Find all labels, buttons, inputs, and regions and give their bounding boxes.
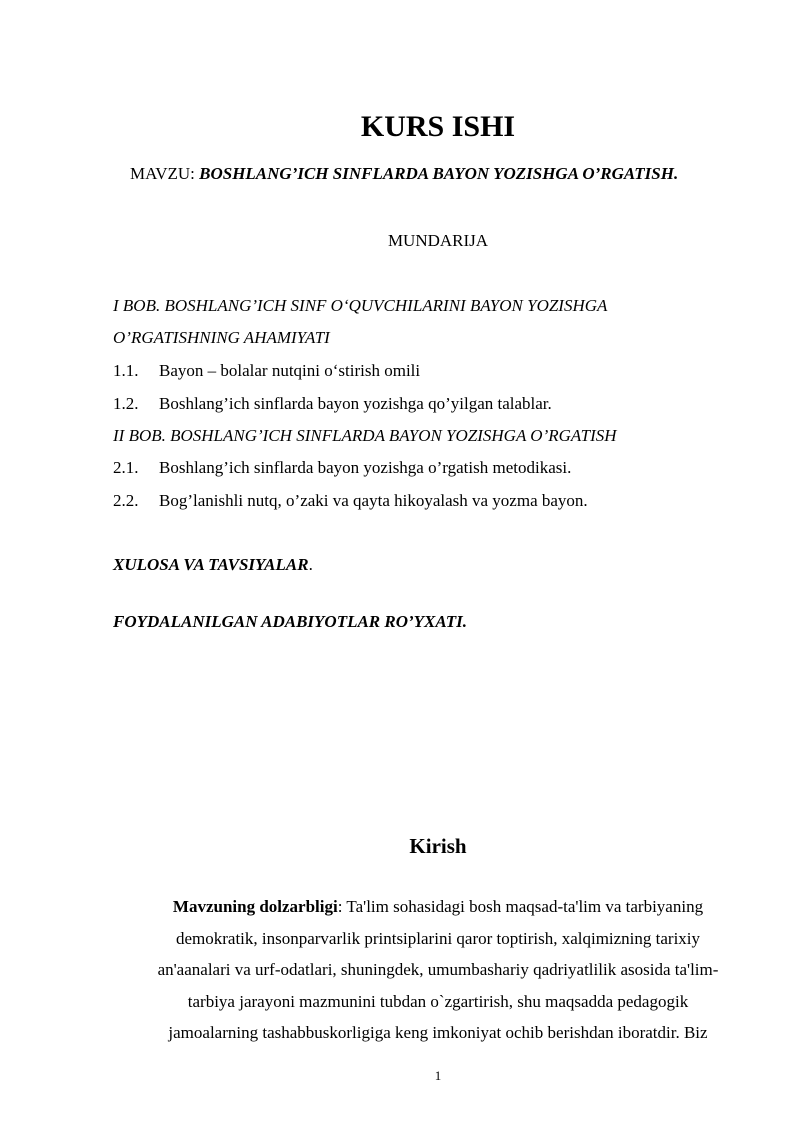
- intro-paragraph-line: tarbiya jarayoni mazmunini tubdan o`zgartirish, shu maqsadda pedagogik: [187, 991, 689, 1011]
- intro-line-text: Ta'lim sohasidagi bosh maqsad-ta'lim va tarbiyaning: [346, 897, 704, 916]
- topic-line: [130, 164, 678, 184]
- intro-lead: Mavzuning dolzarbligi: [172, 897, 338, 916]
- toc-item: [113, 491, 588, 511]
- intro-paragraph-line: jamoalarning tashabbuskorligiga keng imkoniyat ochib berishdan iboratdir. Biz: [168, 1023, 708, 1042]
- toc-item-number: 1.1.: [113, 361, 139, 380]
- intro-paragraph-line: [110, 891, 766, 923]
- toc-chapter-1-line-2: O’RGATISHNING AHAMIYATI: [113, 328, 330, 347]
- toc-item-number: 2.1.: [113, 458, 139, 477]
- contents-heading: MUNDARIJA: [387, 231, 489, 250]
- toc-item: [113, 361, 420, 381]
- intro-paragraph-line: demokratik, insonparvarlik printsiplarini qaror toptirish, xalqimizning tarixiy: [175, 928, 701, 948]
- intro-paragraph: [110, 891, 766, 1049]
- toc-conclusion-dot: .: [308, 555, 313, 574]
- intro-heading: Kirish: [409, 834, 467, 858]
- toc-conclusion: [113, 555, 313, 575]
- toc-item-number: 1.2.: [113, 394, 139, 413]
- document-title: KURS ISHI: [360, 110, 516, 143]
- topic-label: MAVZU:: [130, 164, 200, 183]
- toc-references: FOYDALANILGAN ADABIYOTLAR RO’YXATI.: [113, 612, 468, 631]
- toc-item: [113, 458, 571, 478]
- page-number: 1: [434, 1068, 442, 1083]
- toc-item-text: Boshlang’ich sinflarda bayon yozishga qo’yilgan talablar.: [159, 394, 552, 413]
- toc-conclusion-text: XULOSA VA TAVSIYALAR: [113, 555, 309, 574]
- toc-item-number: 2.2.: [113, 491, 139, 510]
- topic-value: BOSHLANG’ICH SINFLARDA BAYON YOZISHGA O’RGATISH.: [199, 164, 679, 183]
- intro-lead-colon: :: [337, 897, 347, 916]
- toc-item-text: Boshlang’ich sinflarda bayon yozishga o’rgatish metodikasi.: [159, 458, 572, 477]
- toc-item-text: Bayon – bolalar nutqini o‘stirish omili: [159, 361, 421, 380]
- toc-item-text: Bog’lanishli nutq, o’zaki va qayta hikoyalash va yozma bayon.: [159, 491, 588, 510]
- toc-item: [113, 394, 552, 414]
- toc-chapter-1-line-1: I BOB. BOSHLANG’ICH SINF O‘QUVCHILARINI BAYON YOZISHGA: [113, 296, 608, 315]
- intro-paragraph-line: an'aanalari va urf-odatlari, shuningdek, umumbashariy qadriyatlilik asosida ta'lim-: [157, 960, 719, 979]
- toc-chapter-2: II BOB. BOSHLANG’ICH SINFLARDA BAYON YOZISHGA O’RGATISH: [113, 426, 617, 445]
